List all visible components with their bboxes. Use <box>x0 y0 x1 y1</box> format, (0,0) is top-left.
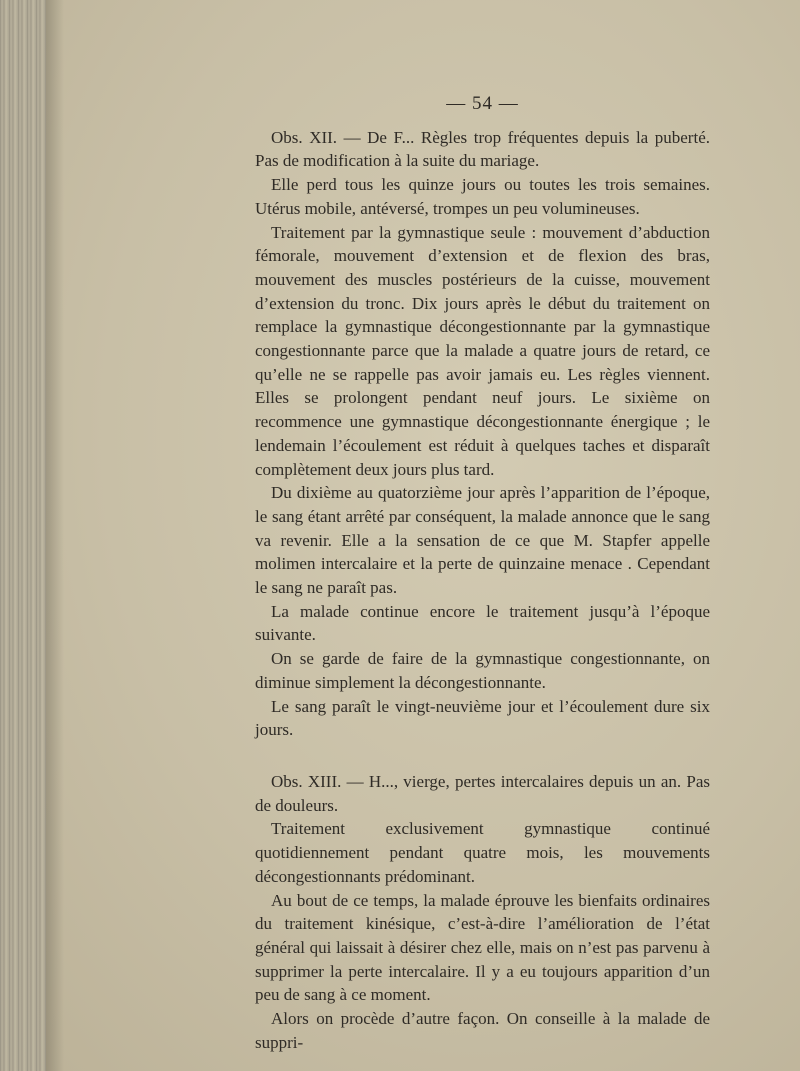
observation-xiii <box>255 770 710 1054</box>
paragraph: Elle perd tous les quinze jours ou toutes les trois semaines. Utérus mobile, antéversé, trompes un peu volumineuses. <box>255 175 710 218</box>
observation-xii <box>255 126 710 742</box>
paragraph: Alors on procède d’autre façon. On conseille à la malade de suppri- <box>255 1009 710 1052</box>
page-text <box>255 92 710 1054</box>
binding-shadow <box>46 0 64 1071</box>
paragraph: Au bout de ce temps, la malade éprouve les bienfaits ordinaires du traitement kinésique, c’est-à-dire l’amélioration de l’état général qui laissait à désirer chez elle, mais on n’est pas parvenu à supprimer la perte intercalaire. Il y a eu toujours apparition d’un peu de sang à ce moment. <box>255 890 710 1005</box>
paragraph: Obs. XII. — De F... Règles trop fréquentes depuis la puberté. Pas de modification à la suite du mariage. <box>255 127 710 171</box>
paragraph: Le sang paraît le vingt-neuvième jour et l’écoulement dure six jours. <box>255 696 710 740</box>
paragraph: Traitement exclusivement gymnastique continué quotidiennement pendant quatre mois, les mouvements décongestionnants prédominant. <box>255 819 710 886</box>
paragraph: La malade continue encore le traitement jusqu’à l’époque suivante. <box>255 601 710 645</box>
page-number: — 54 — <box>446 93 519 114</box>
paragraph: Obs. XIII. — H..., vierge, pertes intercalaires depuis un an. Pas de douleurs. <box>255 771 710 815</box>
book-binding-edge <box>0 0 46 1071</box>
section-gap <box>255 742 710 770</box>
paragraph: Du dixième au quatorzième jour après l’apparition de l’époque, le sang étant arrêté par conséquent, la malade annonce que le sang va revenir. Elle a la sensation de ce que M. Stapfer appelle molimen intercalaire et la perte de quinzaine menace . Cependant le sang ne paraît pas. <box>255 483 710 598</box>
paragraph: On se garde de faire de la gymnastique congestionnante, on diminue simplement la décongestionnante. <box>255 649 710 692</box>
paragraph: Traitement par la gymnastique seule : mouvement d’abduction fémorale, mouvement d’extension et de flexion des bras, mouvement des muscles postérieurs de la cuisse, mouvement d’extension du tronc. Dix jours après le début du traitement on remplace la gymnastique décongestionnante par la gymnastique congestionnante parce que la malade a quatre jours de retard, ce qu’elle ne se rappelle pas avoir jamais eu. Les règles viennent. Elles se prolongent pendant neuf jours. Le sixième on recommence une gymnastique décongestionnante énergique ; le lendemain l’écoulement est réduit à quelques taches et disparaît complètement deux jours plus tard. <box>255 222 710 479</box>
